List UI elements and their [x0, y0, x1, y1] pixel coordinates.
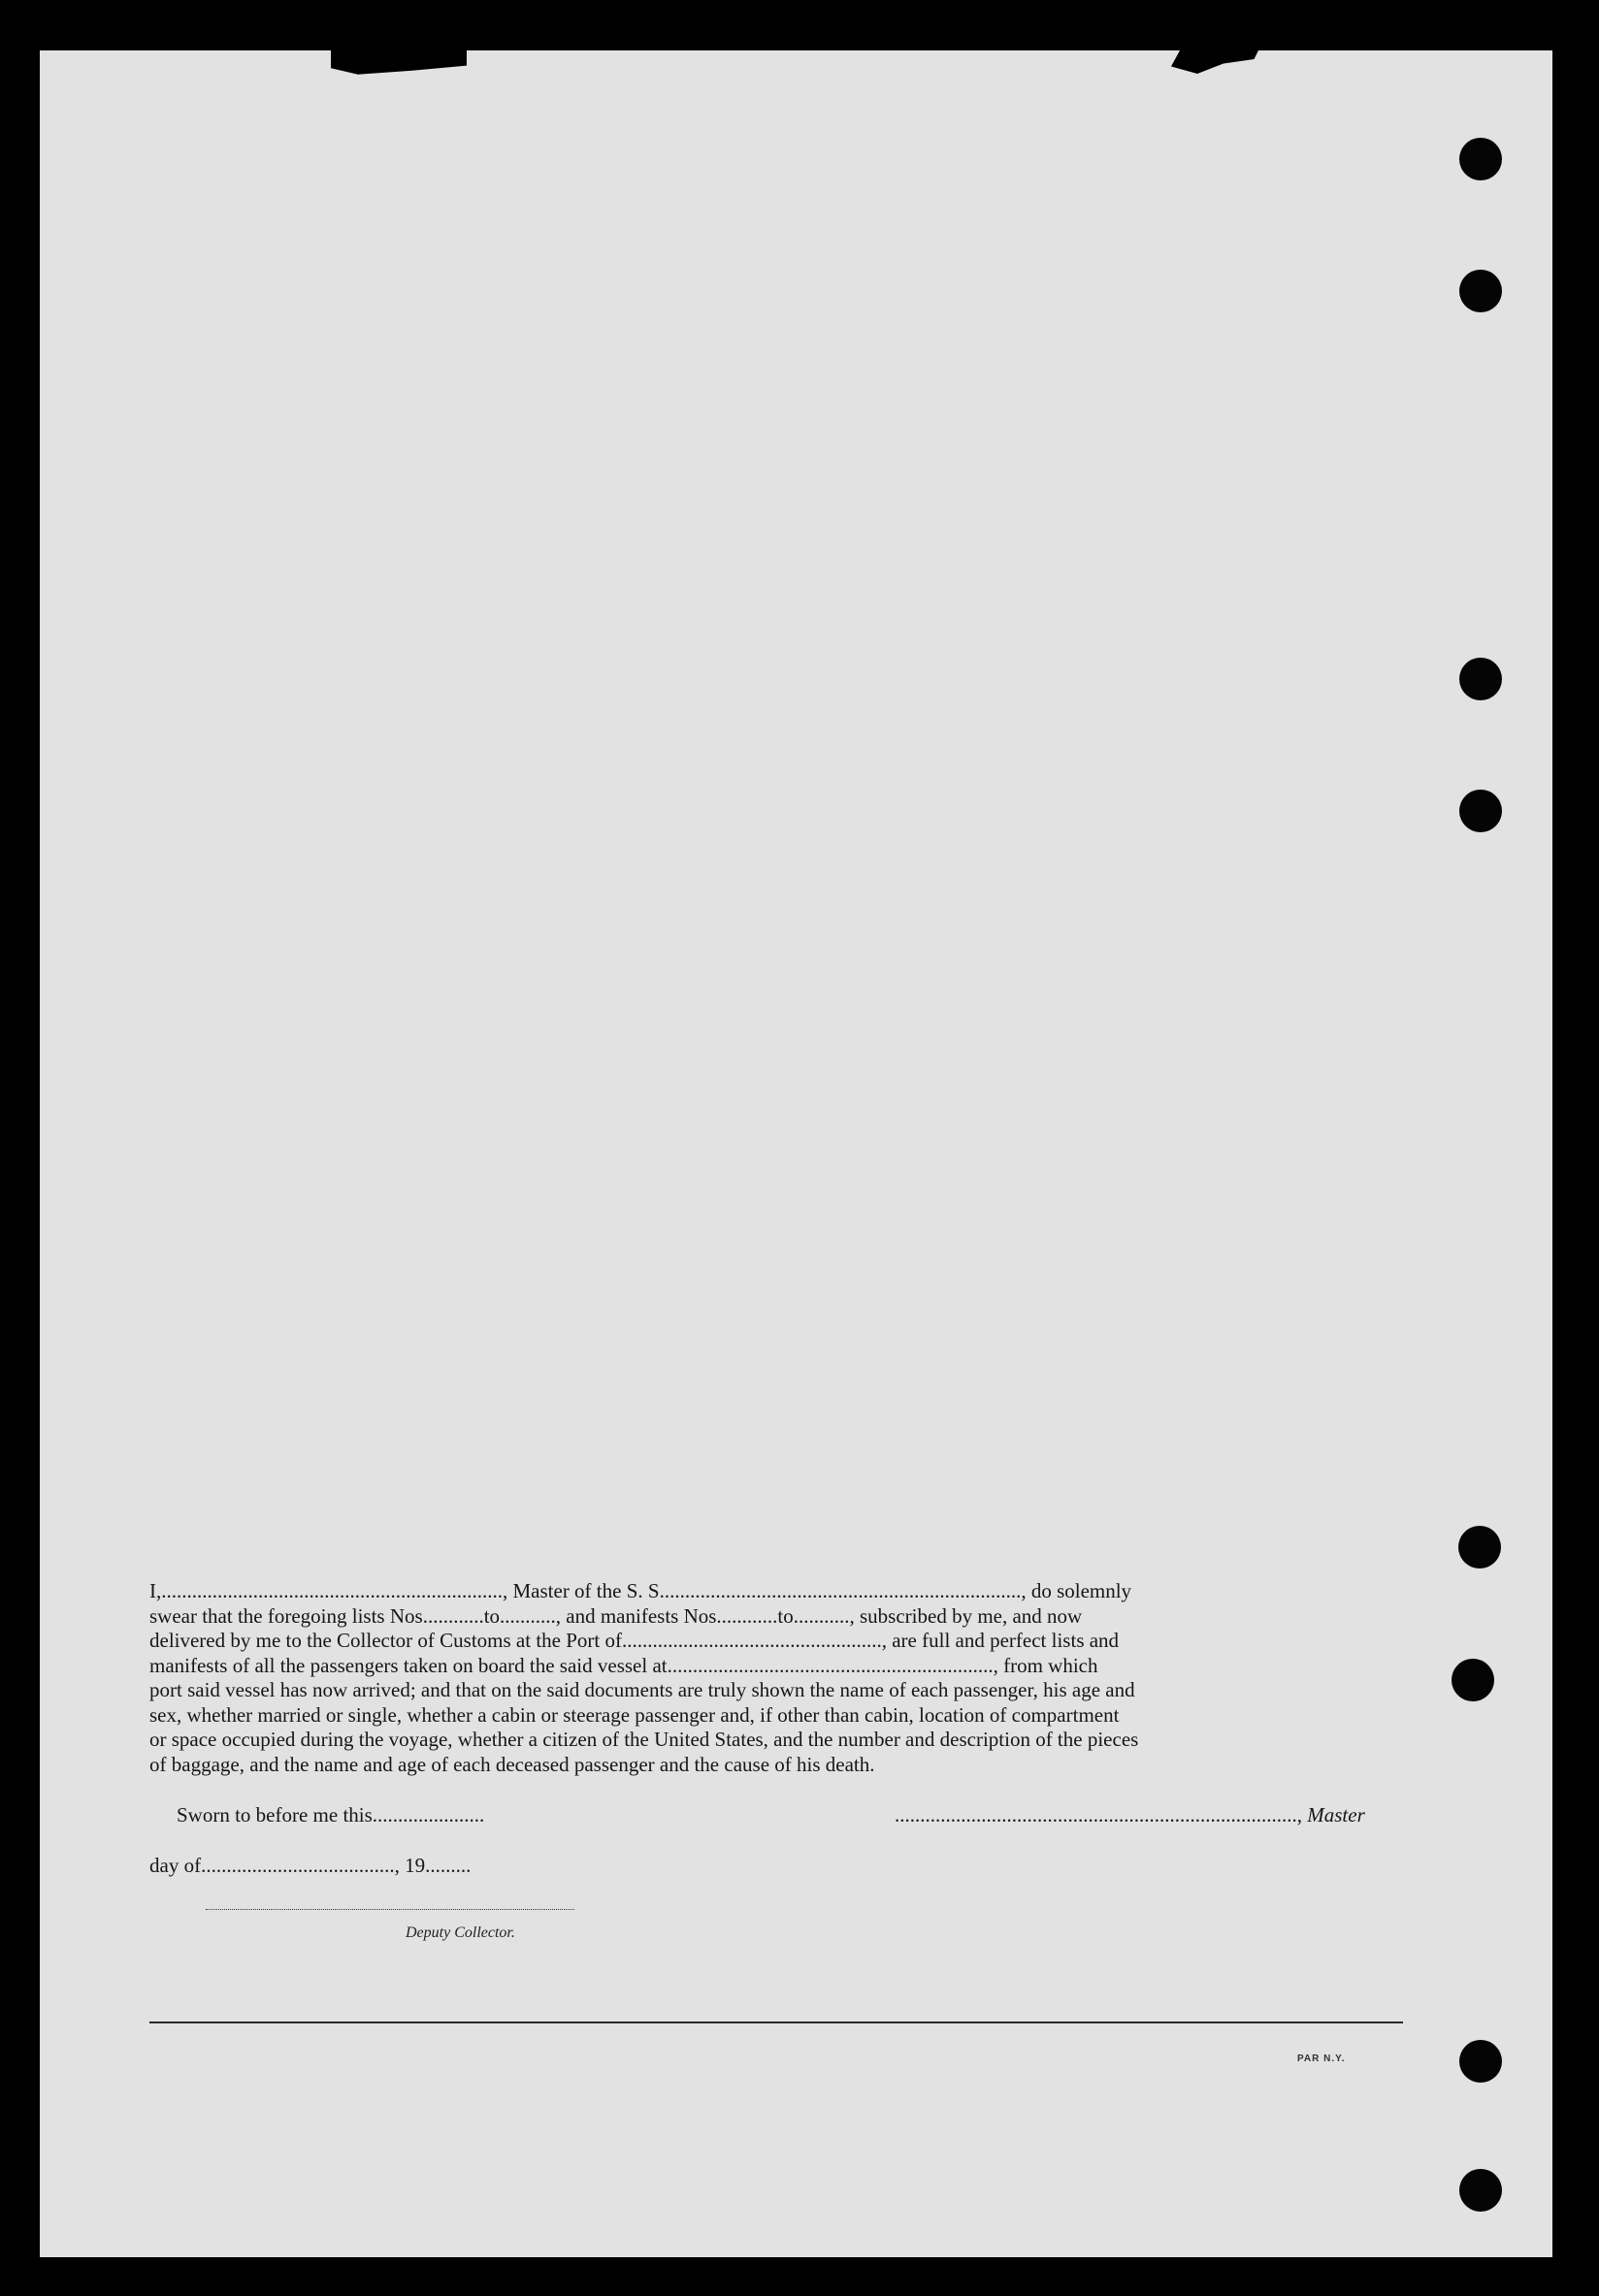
- form-page: [40, 50, 1552, 2257]
- master-signature-line: [895, 1803, 1365, 1827]
- master-declaration: [149, 1579, 1415, 1777]
- master-signature-dots: ...............................................................................,: [895, 1803, 1302, 1827]
- footer-rule: [149, 2021, 1403, 2023]
- declaration-line-8: of baggage, and the name and age of each deceased passenger and the cause of his death.: [149, 1752, 875, 1776]
- master-label: Master: [1307, 1803, 1365, 1827]
- binder-hole-3: [1459, 658, 1502, 700]
- deputy-collector-label: Deputy Collector.: [406, 1924, 515, 1941]
- binder-hole-2: [1459, 270, 1502, 312]
- binder-hole-6: [1452, 1659, 1494, 1701]
- declaration-line-1: I,..................................................................., Master of the S. S......................................................................., do solemnly: [149, 1579, 1132, 1602]
- top-left-tear: [331, 50, 467, 76]
- deputy-signature-line: [206, 1909, 574, 1910]
- sworn-text: Sworn to before me this......................: [177, 1803, 485, 1827]
- binder-hole-8: [1459, 2169, 1502, 2212]
- declaration-line-4: manifests of all the passengers taken on board the said vessel at................................................................, from which: [149, 1653, 1098, 1677]
- top-right-tear: [1171, 50, 1258, 80]
- declaration-line-3: delivered by me to the Collector of Customs at the Port of..................................................., are full and perfect lists and: [149, 1629, 1120, 1652]
- binder-hole-4: [1459, 790, 1502, 832]
- binder-hole-7: [1459, 2040, 1502, 2083]
- declaration-line-6: sex, whether married or single, whether a cabin or steerage passenger and, if other than cabin, location of compartment: [149, 1702, 1120, 1727]
- declaration-line-2: swear that the foregoing lists Nos............to..........., and manifests Nos............to..........., subscribed by me, and now: [149, 1603, 1083, 1628]
- binder-hole-1: [1459, 138, 1502, 180]
- declaration-line-5: port said vessel has now arrived; and that on the said documents are truly shown the name of each passenger, his age and: [149, 1678, 1135, 1701]
- day-row: day of......................................, 19.........: [149, 1854, 472, 1877]
- binder-hole-5: [1458, 1526, 1501, 1568]
- declaration-line-7: or space occupied during the voyage, whether a citizen of the United States, and the number and description of the pieces: [149, 1728, 1139, 1751]
- printer-mark: PAR N.Y.: [1297, 2053, 1346, 2064]
- sworn-row: [177, 1803, 1415, 1827]
